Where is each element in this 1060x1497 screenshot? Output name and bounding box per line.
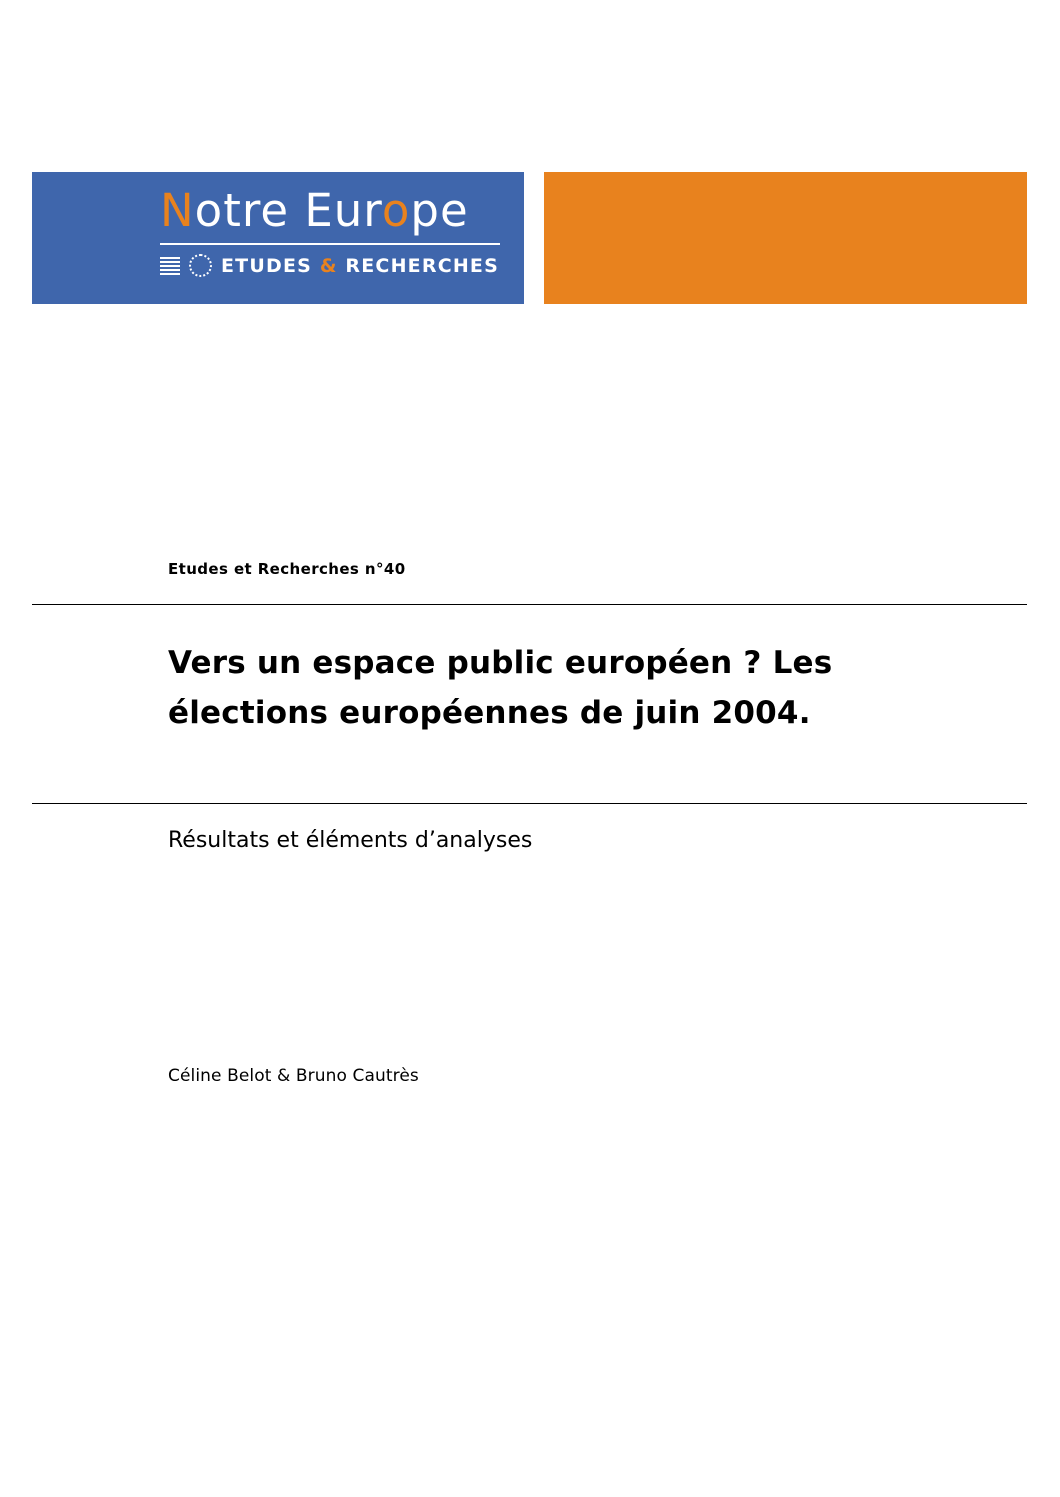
title-rule-top — [32, 604, 1027, 605]
logo-wordmark — [160, 184, 524, 237]
logo-subtitle-left: ETUDES — [221, 254, 320, 277]
banner-blue-left-block — [32, 172, 142, 304]
logo-subtitle-row — [160, 254, 524, 277]
logo-subtitle-text — [221, 255, 499, 277]
notre-europe-logo — [142, 172, 524, 304]
logo-divider — [160, 243, 500, 245]
logo-wordmark-initial: N — [160, 184, 195, 237]
document-lines-icon — [160, 257, 180, 275]
series-label: Etudes et Recherches n°40 — [168, 560, 406, 578]
logo-subtitle-ampersand: & — [319, 254, 338, 277]
logo-wordmark-body: otre Eur — [194, 184, 382, 237]
banner-orange-block — [544, 172, 1027, 304]
logo-wordmark-tail: pe — [410, 184, 469, 237]
page-title: Vers un espace public européen ? Les élections européennes de juin 2004. — [168, 644, 833, 731]
banner-white-gap — [524, 172, 544, 304]
logo-subtitle-right: RECHERCHES — [337, 254, 499, 277]
logo-wordmark-accent-o: o — [381, 184, 411, 237]
title-rule-bottom — [32, 803, 1027, 804]
page-subtitle: Résultats et éléments d’analyses — [168, 828, 533, 853]
authors: Céline Belot & Bruno Cautrès — [168, 1066, 419, 1086]
header-banner — [32, 172, 1027, 304]
eu-stars-icon — [189, 254, 212, 277]
